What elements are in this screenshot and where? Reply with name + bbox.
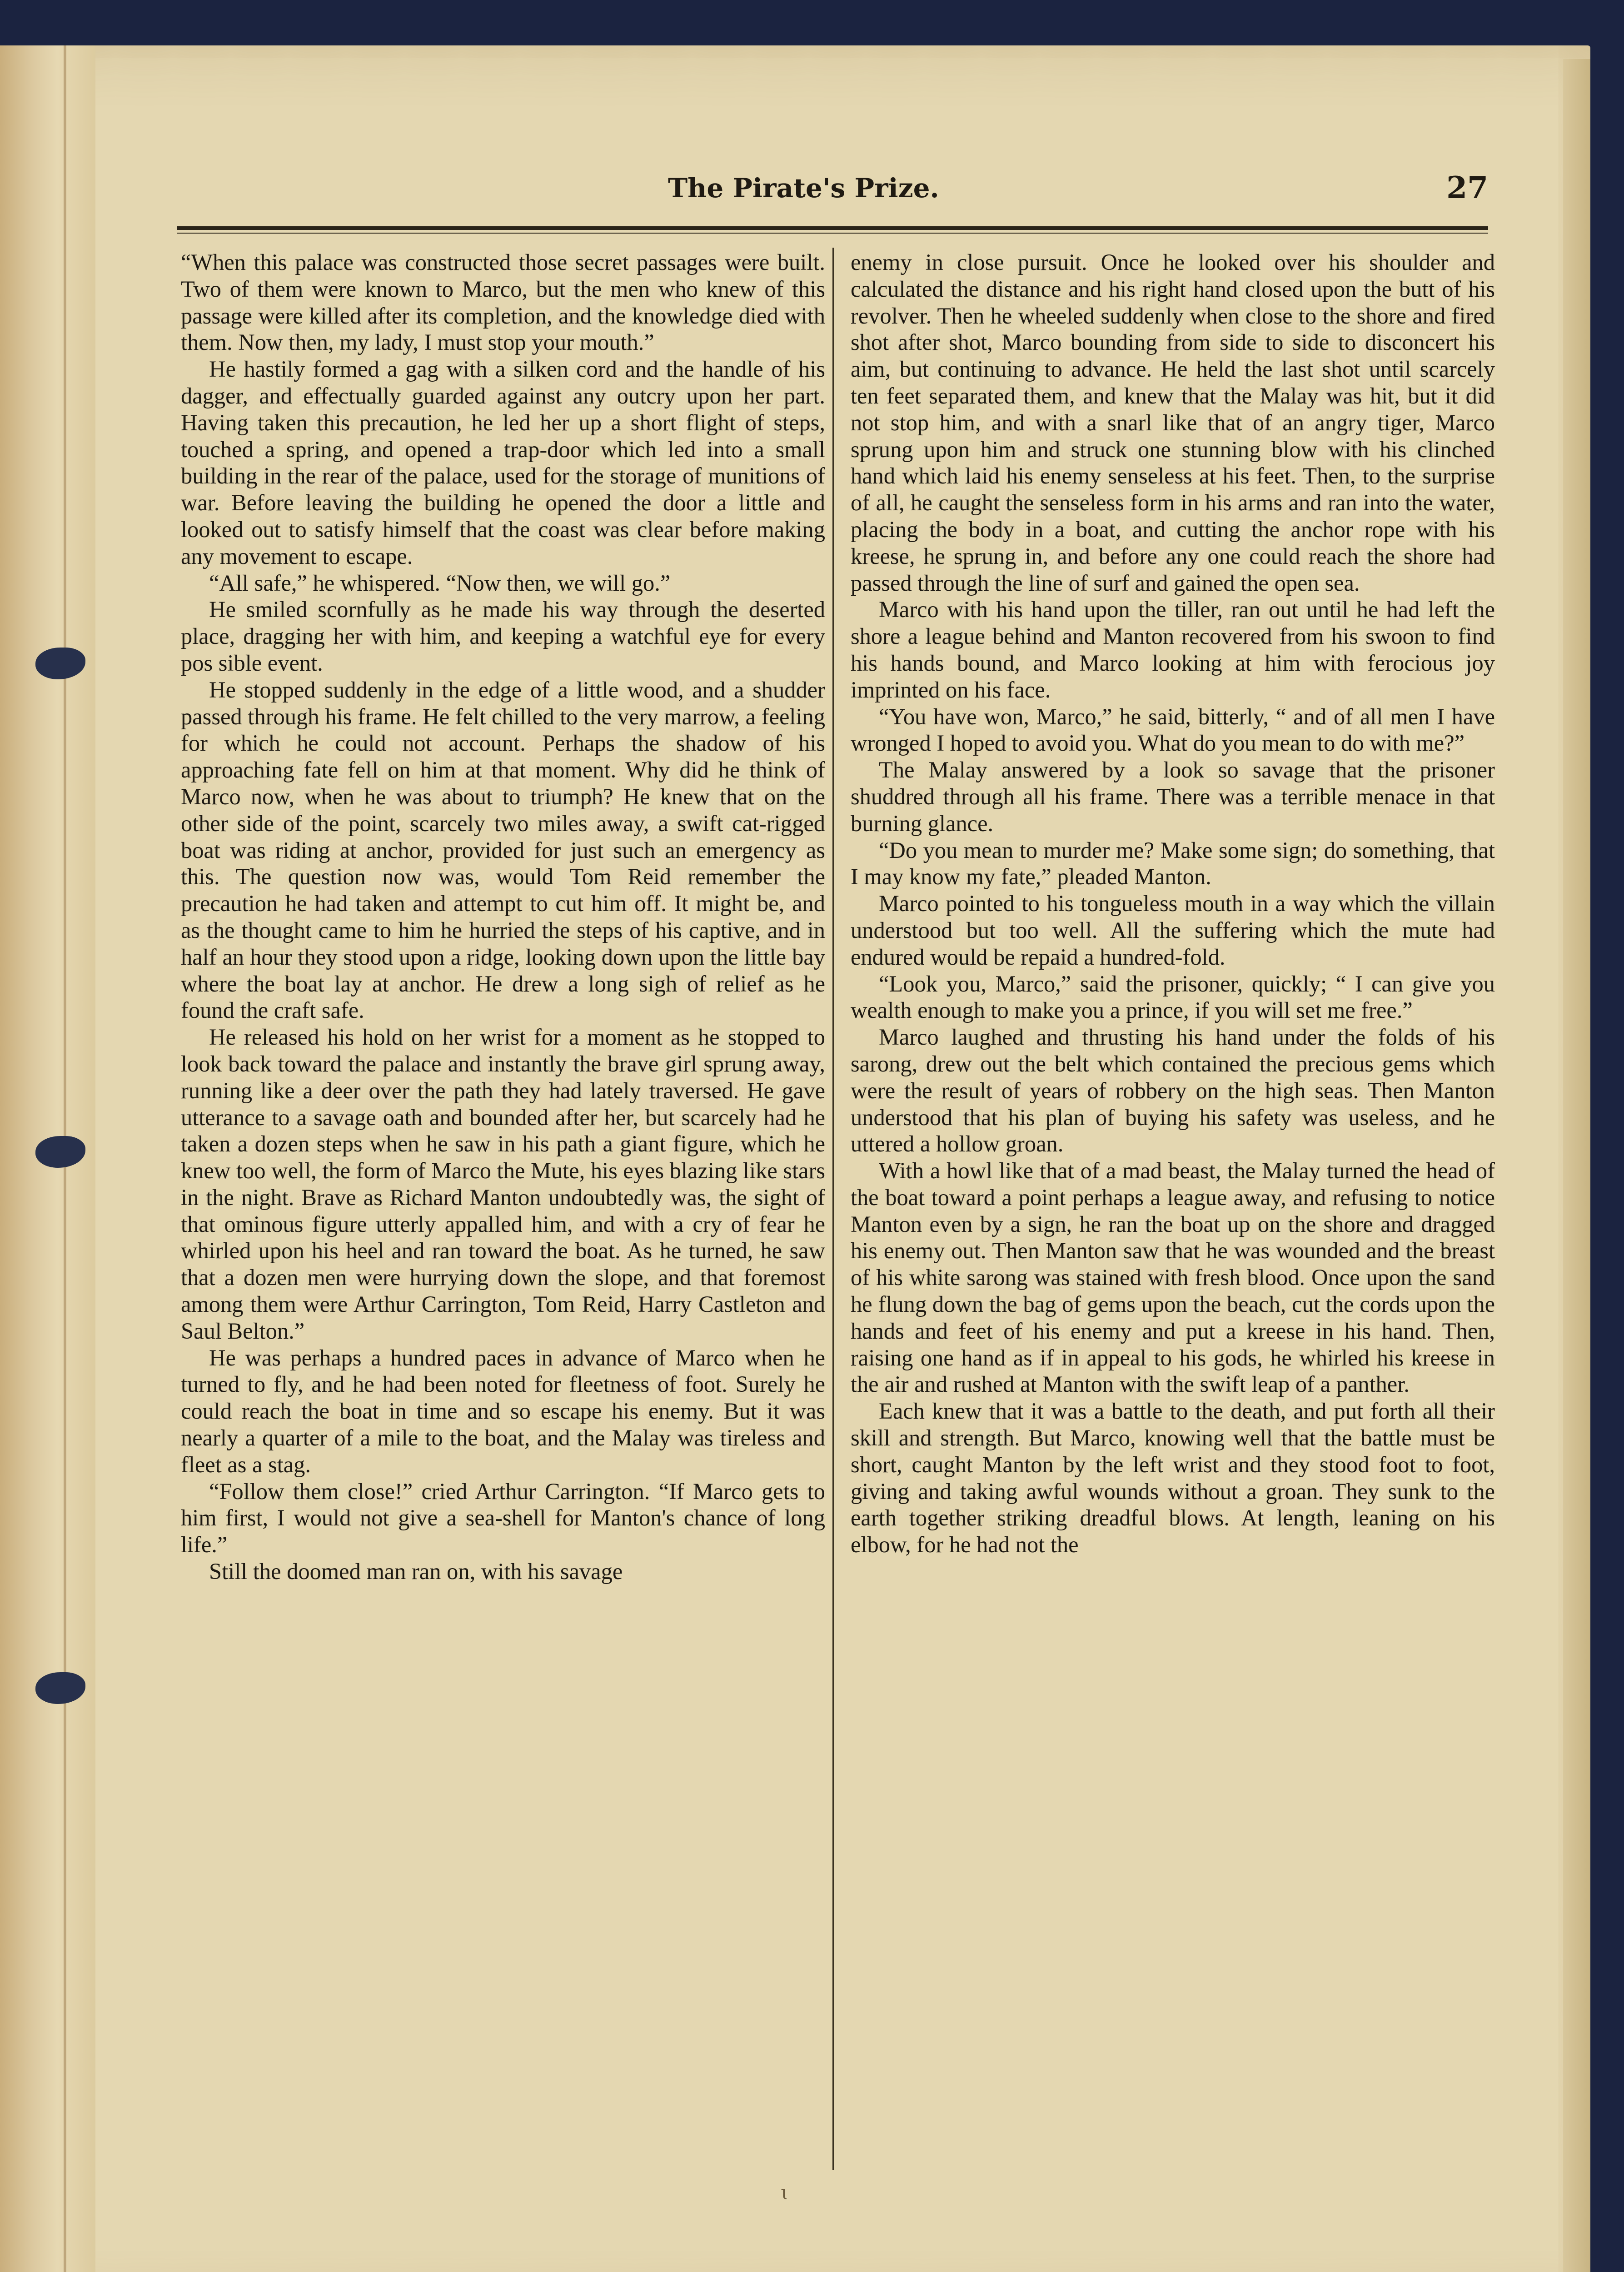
running-title: The Pirate's Prize.	[668, 173, 939, 204]
paragraph: He smiled scornfully as he made his way through the deserted place, dragging her with him, and keeping a watchful eye for every pos sible event.	[181, 597, 825, 676]
header-rule-thin	[177, 233, 1488, 234]
paragraph: Each knew that it was a battle to the death, and put forth all their skill and strength. But Marco, knowing well that the battle must be short, caught Manton by the left wrist and they stood foot to foot, giving and taking awful wounds without a groan. They sunk to the earth together striking dreadful blows. At length, leaning on his elbow, for he had not the	[851, 1398, 1495, 1558]
right-column	[851, 249, 1495, 2176]
page-number: 27	[1446, 170, 1488, 205]
header-rule	[177, 226, 1488, 230]
paragraph: He released his hold on her wrist for a moment as he stopped to look back toward the palace and instantly the brave girl sprung away, running like a deer over the path they had lately traversed. He gave utterance to a savage oath and bounded after her, but scarcely had he taken a dozen steps when he saw in his path a giant figure, which he knew too well, the form of Marco the Mute, his eyes blazing like stars in the night. Brave as Richard Manton undoubtedly was, the sight of that ominous figure utterly appalled him, and with a cry of fear he whirled upon his heel and ran toward the boat. As he turned, he saw that a dozen men were hurrying down the slope, and that foremost among them were Arthur Carrington, Tom Reid, Harry Castleton and Saul Belton.”	[181, 1024, 825, 1344]
paragraph: “When this palace was constructed those secret passages were built. Two of them were known to Marco, but the men who knew of this passage were killed after its completion, and the knowledge died with them. Now then, my lady, I must stop your mouth.”	[181, 249, 825, 355]
paragraph: The Malay answered by a look so savage that the prisoner shuddred through all his frame. There was a terrible menace in that burning glance.	[851, 757, 1495, 836]
paragraph: He was perhaps a hundred paces in advance of Marco when he turned to fly, and he had been noted for fleetness of foot. Surely he could reach the boat in time and so escape his enemy. But it was nearly a quarter of a mile to the boat, and the Malay was tireless and fleet as a stag.	[181, 1345, 825, 1477]
paragraph: “Do you mean to murder me? Make some sign; do something, that I may know my fate,” pleaded Manton.	[851, 837, 1495, 890]
paragraph: enemy in close pursuit. Once he looked over his shoulder and calculated the distance and his right hand closed upon the butt of his revolver. Then he wheeled suddenly when close to the shore and fired shot after shot, Marco bounding from side to side to disconcert his aim, but continuing to advance. He held the last shot until scarcely ten feet separated them, and knew that the Malay was hit, but it did not stop him, and with a snarl like that of an angry tiger, Marco sprung upon him and struck one stunning blow with his clinched hand which laid his enemy senseless at his feet. Then, to the surprise of all, he caught the senseless form in his arms and ran into the water, placing the body in a boat, and cutting the anchor rope with his kreese, he sprung in, and before any one could reach the shore had passed through the line of surf and gained the open sea.	[851, 249, 1495, 596]
page-edge	[1563, 59, 1590, 2272]
paragraph: “All safe,” he whispered. “Now then, we will go.”	[209, 570, 671, 596]
paragraph: Marco with his hand upon the tiller, ran out until he had left the shore a league behind and Manton recovered from his swoon to find his hands bound, and Marco looking at him with ferocious joy imprinted on his face.	[851, 597, 1495, 703]
paragraph: Marco laughed and thrusting his hand under the folds of his sarong, drew out the belt which contained the precious gems which were the result of years of robbery on the high seas. Then Manton understood that his plan of buying his safety was useless, and he uttered a hollow groan.	[851, 1024, 1495, 1157]
paragraph: He hastily formed a gag with a silken cord and the handle of his dagger, and effectually guarded against any outcry upon her part. Having taken this precaution, he led her up a short flight of steps, touched a spring, and opened a trap-door which led into a small building in the rear of the palace, used for the storage of munitions of war. Before leaving the building he opened the door a little and looked out to satisfy himself that the coast was clear before making any movement to escape.	[181, 356, 825, 569]
page-header	[177, 170, 1488, 223]
paragraph: Marco pointed to his tongueless mouth in a way which the villain understood but too well. All the suffering which the mute had endured would be repaid a hundred-fold.	[851, 891, 1495, 970]
paragraph: He stopped suddenly in the edge of a little wood, and a shudder passed through his frame. He felt chilled to the very marrow, a feeling for which he could not account. Perhaps the shadow of his approaching fate fell on him at that moment. Why did he think of Marco now, when he was about to triumph? He knew that on the other side of the point, scarcely two miles away, a swift cat-rigged boat was riding at anchor, provided for just such an emergency as this. The question now was, would Tom Reid remember the precaution he had taken and attempt to cut him off. It might be, and as the thought came to him he hurried the steps of his captive, and in half an hour they stood upon a ridge, looking down upon the little bay where the boat lay at anchor. He drew a long sigh of relief as he found the craft safe.	[181, 677, 825, 1023]
footer-mark: ɩ	[781, 2181, 789, 2204]
column-divider	[832, 248, 834, 2170]
paragraph: Still the doomed man ran on, with his savage	[209, 1559, 623, 1584]
paragraph: “You have won, Marco,” he said, bitterly, “ and of all men I have wronged I hoped to avoid you. What do you mean to do with me?”	[851, 703, 1495, 756]
paragraph: With a howl like that of a mad beast, the Malay turned the head of the boat toward a point perhaps a league away, and refusing to notice Manton even by a sign, he ran the boat up on the shore and dragged his enemy out. Then Manton saw that he was wounded and the breast of his white sarong was stained with fresh blood. Once upon the sand he flung down the bag of gems upon the beach, cut the cords upon the hands and feet of his enemy and put a kreese in his hand. Then, raising one hand as if in appeal to his gods, he whirled his kreese in the air and rushed at Manton with the swift leap of a panther.	[851, 1158, 1495, 1397]
paragraph: “Follow them close!” cried Arthur Carrington. “If Marco gets to him first, I would not give a sea-shell for Manton's chance of long life.”	[181, 1478, 825, 1558]
paragraph: “Look you, Marco,” said the prisoner, quickly; “ I can give you wealth enough to make you a prince, if you will set me free.”	[851, 971, 1495, 1023]
left-column	[181, 249, 825, 2176]
